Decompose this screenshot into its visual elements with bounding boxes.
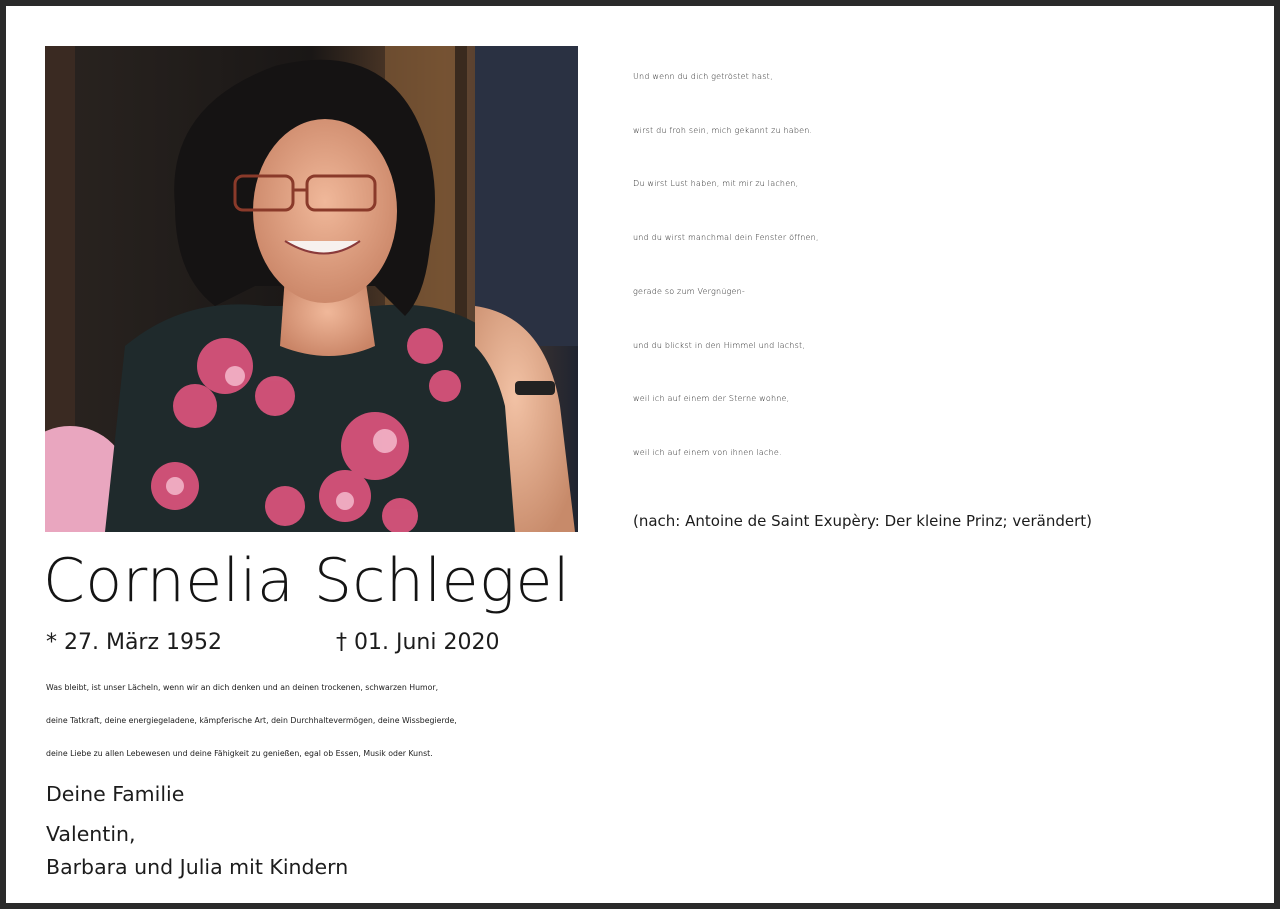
message-line: deine Tatkraft, deine energiegeladene, kämpferische Art, dein Durchhaltevermögen, deine Wissbegierde, bbox=[46, 716, 457, 725]
signature-line-1: Valentin, bbox=[46, 822, 136, 846]
signature-family: Deine Familie bbox=[46, 782, 185, 806]
poem-line: und du wirst manchmal dein Fenster öffnen, bbox=[633, 233, 819, 243]
poem-line: Du wirst Lust haben, mit mir zu lachen, bbox=[633, 179, 799, 189]
poem-source: (nach: Antoine de Saint Exupèry: Der kleine Prinz; verändert) bbox=[633, 512, 1092, 530]
memorial-message bbox=[46, 671, 1271, 770]
message-line: Was bleibt, ist unser Lächeln, wenn wir an dich denken und an deinen trockenen, schwarzen Humor, bbox=[46, 683, 439, 692]
message-line: deine Liebe zu allen Lebewesen und deine Fähigkeit zu genießen, egal ob Essen, Musik oder Kunst. bbox=[46, 749, 433, 758]
birth-date: * 27. März 1952 bbox=[46, 630, 223, 655]
deceased-name: Cornelia Schlegel bbox=[43, 546, 571, 616]
poem-line: wirst du froh sein, mich gekannt zu haben. bbox=[633, 125, 813, 135]
poem-line: Und wenn du dich getröstet hast, bbox=[633, 72, 773, 81]
signature-line-2: Barbara und Julia mit Kindern bbox=[46, 855, 349, 879]
poem-line: und du blickst in den Himmel und lachst, bbox=[633, 340, 806, 350]
death-date: † 01. Juni 2020 bbox=[336, 630, 500, 655]
poem-line: gerade so zum Vergnügen- bbox=[633, 286, 746, 296]
portrait-image bbox=[45, 46, 578, 532]
portrait-photo bbox=[45, 46, 578, 532]
poem-line: weil ich auf einem von ihnen lache. bbox=[633, 447, 782, 457]
poem bbox=[633, 50, 1273, 480]
poem-line: weil ich auf einem der Sterne wohne, bbox=[633, 394, 790, 404]
